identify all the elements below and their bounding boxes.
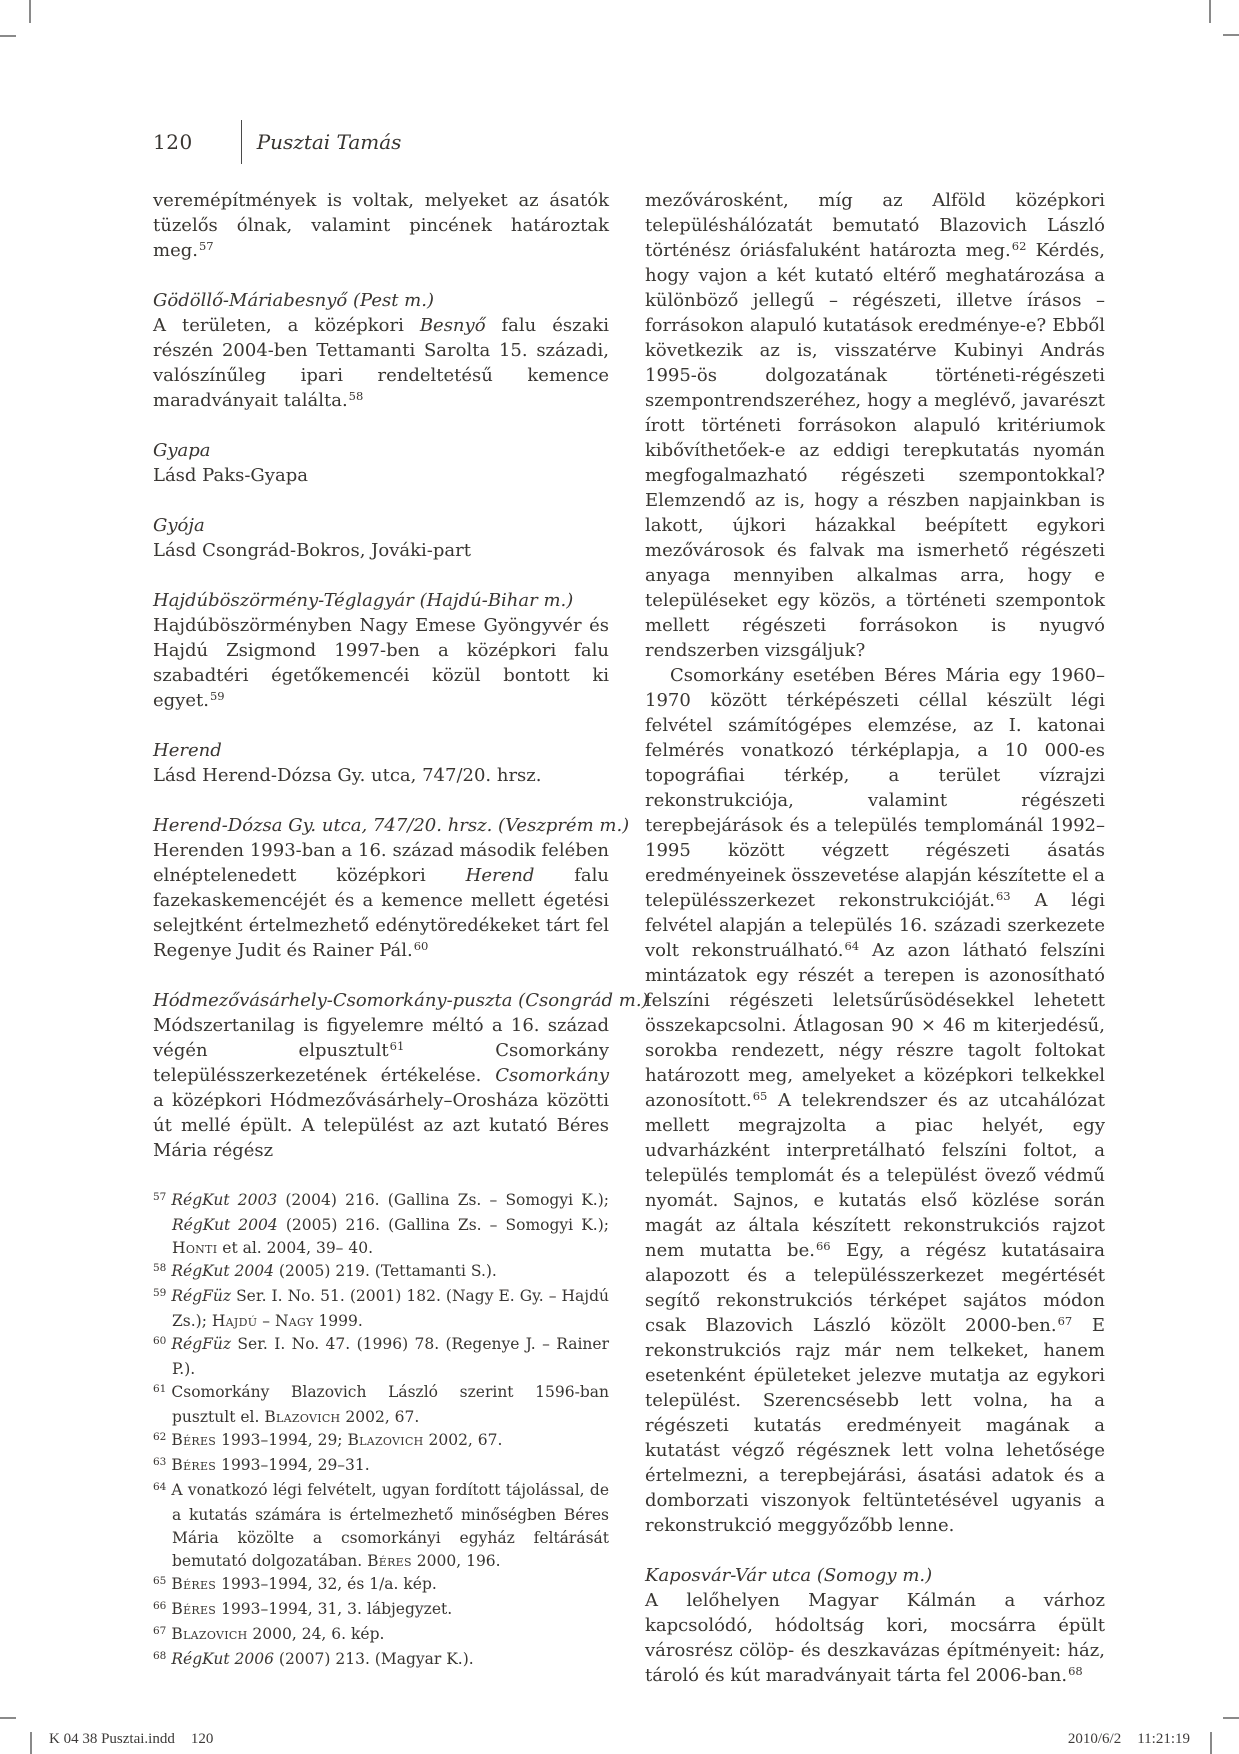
footnote-item: $^{66}$ Béres 1993–1994, 31, 3. lábjegyzet. (153, 1600, 453, 1618)
footnote-marker: 66 (815, 1239, 831, 1253)
footnote-item: $^{60}$ RégFüz Ser. I. No. 47. (1996) 78. (Regenye J. – Rainer P.). (153, 1335, 609, 1378)
footer-slug (49, 1731, 213, 1748)
footnote-marker: 68 (1068, 1664, 1083, 1678)
left-column (153, 188, 649, 1673)
body-paragraph: A területen, a középkori Besnyő falu északi részén 2004-ben Tettamanti Sarolta 15. századi, valószínűleg ipari rendeltetésű kemence maradványait találta.$^{58}$ (153, 315, 609, 411)
footnote-marker: 67 (1057, 1314, 1073, 1328)
footnote-number: 67 (153, 1625, 167, 1637)
site-entry-heading: Hajdúböszörmény-Téglagyár (Hajdú-Bihar m.) (153, 590, 574, 611)
footnote-item: $^{59}$ RégFüz Ser. I. No. 51. (2001) 182. (Nagy E. Gy. – Hajdú Zs.); Hajdú – Nagy 1999. (153, 1287, 609, 1330)
footer-page-number: 120 (190, 1731, 214, 1747)
footnote-number: 58 (153, 1262, 167, 1274)
footnote-number: 65 (153, 1575, 167, 1587)
footnote-marker: 58 (348, 389, 364, 403)
crop-mark-top-left-horizontal (0, 35, 16, 37)
body-paragraph: mezővárosként, míg az Alföld középkori településhálózatát bemutató Blazovich László történész óriásfaluként határozta meg.$^{62}$ Kérdés, hogy vajon a két kutató eltérő meghatározása a különböző jellegű – régészeti, illetve írásos – forrásokon alapuló kutatások eredménye-e? Ebből következik az is, visszatérve Kubinyi András 1995-ös dolgozatának történeti-régészeti szempontrendszeréhez, hogy a meglévő, javarészt írott történeti forrásokon alapuló kritériumok kibővíthetőek-e az eddigi terepkutatás nyomán megfogalmazható régészeti szempontokkal? Elemzendő az is, hogy a részben napjainkban is lakott, újkori házakkal beépített egykori mezővárosok és falvak ma ismerhető régészeti anyaga mennyiben alkalmas arra, hogy e településeket egy közös, a történeti szempontok mellett régészeti forrásokon is nyugvó rendszerben vizsgáljuk? (645, 190, 1106, 661)
body-paragraph: Lásd Herend-Dózsa Gy. utca, 747/20. hrsz. (153, 765, 542, 786)
footnote-number: 63 (153, 1456, 167, 1468)
site-entry-heading: Kaposvár-Vár utca (Somogy m.) (645, 1565, 933, 1586)
footnote-item: $^{68}$ RégKut 2006 (2007) 213. (Magyar K.). (153, 1650, 474, 1668)
body-paragraph: Lásd Csongrád-Bokros, Jováki-part (153, 540, 471, 561)
body-paragraph: Módszertanilag is figyelemre méltó a 16. század végén elpusztult$^{61}$ Csomorkány településszerkezetének értékelése. Csomorkány a középkori Hódmezővásárhely–Orosháza közötti út mellé épült. A települést az azt kutató Béres Mária régész (153, 1015, 609, 1161)
running-header (153, 124, 401, 160)
crop-mark-top-right-horizontal (1223, 34, 1239, 36)
body-paragraph: Lásd Paks-Gyapa (153, 465, 308, 486)
footer-timestamp (1068, 1731, 1190, 1748)
footnote-number: 66 (153, 1600, 167, 1612)
footer-time: 11:21:19 (1137, 1731, 1190, 1747)
running-header-author: Pusztai Tamás (256, 130, 402, 154)
footnote-number: 59 (153, 1287, 167, 1299)
footnote-item: $^{65}$ Béres 1993–1994, 32, és 1/a. kép. (153, 1575, 437, 1593)
footnote-marker: 65 (752, 1089, 768, 1103)
body-paragraph: Herenden 1993-ban a 16. század második felében elnéptelenedett középkori Herend falu fazekaskemencéjét és a kemence mellett égetési selejtként értelmezhető edénytöredékeket tárt fel Regenye Judit és Rainer Pál.$^{60}$ (153, 840, 610, 961)
footer-filename: K 04 38 Pusztai.indd (49, 1731, 175, 1747)
footnotes-section (153, 1189, 609, 1673)
footnote-marker: 60 (413, 939, 429, 953)
site-entry-heading: Herend-Dózsa Gy. utca, 747/20. hrsz. (Veszprém m.) (153, 815, 630, 836)
footnote-number: 61 (153, 1383, 167, 1395)
footnote-number: 60 (153, 1335, 167, 1347)
footnote-item: $^{57}$ RégKut 2003 (2004) 216. (Gallina Zs. – Somogyi K.); RégKut 2004 (2005) 216. (Gallina Zs. – Somogyi K.); Honti et al. 2004, 39– 40. (153, 1191, 609, 1257)
site-entry-heading: Gyója (153, 515, 205, 536)
site-entry-heading: Herend (153, 740, 222, 761)
right-column (645, 188, 1105, 1688)
footnote-item: $^{64}$ A vonatkozó légi felvételt, ugyan fordított tájolással, de a kutatás számára is értelmezhető minőségben Béres Mária közölte a csomorkányi egyház feltárását bemutató dolgozatában. Béres 2000, 196. (153, 1481, 609, 1570)
crop-mark-bottom-right-vertical (1210, 1732, 1212, 1754)
footnote-marker: 64 (844, 939, 860, 953)
footnote-marker: 61 (389, 1039, 405, 1053)
left-column-text (153, 188, 649, 1163)
site-entry-heading: Gyapa (153, 440, 211, 461)
crop-mark-bottom-right-horizontal (1223, 1717, 1239, 1719)
footnote-number: 64 (153, 1481, 167, 1493)
footnote-item: $^{63}$ Béres 1993–1994, 29–31. (153, 1456, 370, 1474)
footnote-number: 68 (153, 1650, 167, 1662)
footnote-item: $^{61}$ Csomorkány Blazovich László szerint 1596-ban pusztult el. Blazovich 2002, 67. (153, 1383, 609, 1426)
body-paragraph: Hajdúböszörményben Nagy Emese Gyöngyvér és Hajdú Zsigmond 1997-ben a középkori falu szabadtéri égetőkemencéi közül bontott ki egyet.$^{59}$ (153, 615, 609, 711)
header-divider (241, 120, 242, 164)
footnote-item: $^{67}$ Blazovich 2000, 24, 6. kép. (153, 1625, 385, 1643)
footnote-item: $^{58}$ RégKut 2004 (2005) 219. (Tettamanti S.). (153, 1262, 497, 1280)
footnote-marker: 63 (995, 889, 1011, 903)
crop-mark-top-right-vertical (1209, 0, 1211, 23)
footnote-marker: 57 (198, 239, 214, 253)
body-paragraph: A lelőhelyen Magyar Kálmán a várhoz kapcsolódó, hódoltság kori, mocsárra épült városrész cölöp- és deszkavázas építményeit: ház, tároló és kút maradványait tárta fel 2006-ban.$^{68}$ (645, 1590, 1105, 1686)
footnote-number: 57 (153, 1191, 167, 1203)
body-paragraph: veremépítmények is voltak, melyeket az ásatók tüzelős ólnak, valamint pincének határoztak meg.$^{57}$ (153, 190, 609, 261)
body-paragraph: Csomorkány esetében Béres Mária egy 1960–1970 között térképészeti céllal készült légi felvétel számítógépes elemzése, az I. katonai felmérés vonatkozó térképlapja, a 10 000-es topográfiai térkép, a terület vízrajzi rekonstrukciója, valamint régészeti terepbejárások és a település templománál 1992–1995 között végzett régészeti ásatás eredményeinek összevetése alapján készítette el a településszerkezet rekonstrukcióját.$^{63}$ A légi felvétel alapján a település 16. századi szerkezete volt rekonstruálható.$^{64}$ Az azon látható felszíni mintázatok egy részét a terepen is azonosítható felszíni régészeti leletsűrűsödésekkel lehetett összekapcsolni. Átlagosan 90 × 46 m kiterjedésű, sorokba rendezett, négy részre tagolt foltokat határozott meg, amelyeket a középkori telkekkel azonosított.$^{65}$ A telekrendszer és az utcahálózat mellett megrajzolta a piac helyét, egy udvarházként interpretálható felszíni foltot, a település templomát és a települést övező védmű nyomát. Sajnos, e kutatás első közlése során magát az általa készített rekonstrukciós rajzot nem mutatta be.$^{66}$ Egy, a régész kutatásaira alapozott és a településszerkezet megértését segítő rekonstrukciós térképet sajátos módon csak Blazovich László közölt 2000-ben.$^{67}$ E rekonstrukciós rajz már nem telkeket, hanem esetenként épületeket jelezve mutatja az egykori települést. Szerencsésebb lett volna, ha a régészeti kutatás eredményeit magának a kutatást végző régésznek lett volna lehetősége értelmezni, a terepbejárási, ásatási adatok és a domborzati viszonyok feltüntetésével ugyanis a rekonstrukció meggyőzőbb lenne. (645, 665, 1105, 1536)
footnote-item: $^{62}$ Béres 1993–1994, 29; Blazovich 2002, 67. (153, 1431, 503, 1449)
crop-mark-top-left-vertical (29, 0, 31, 23)
right-column-text (645, 188, 1105, 1688)
footnote-number: 62 (153, 1431, 167, 1443)
footnote-marker: 59 (209, 689, 225, 703)
crop-mark-bottom-left-horizontal (0, 1717, 16, 1719)
site-entry-heading: Gödöllő-Máriabesnyő (Pest m.) (153, 290, 434, 311)
page-number: 120 (153, 130, 193, 154)
footnote-marker: 62 (1011, 239, 1027, 253)
footer-date: 2010/6/2 (1067, 1731, 1122, 1747)
crop-mark-bottom-left-vertical (30, 1732, 32, 1754)
site-entry-heading: Hódmezővásárhely-Csomorkány-puszta (Csongrád m.) (153, 990, 649, 1011)
